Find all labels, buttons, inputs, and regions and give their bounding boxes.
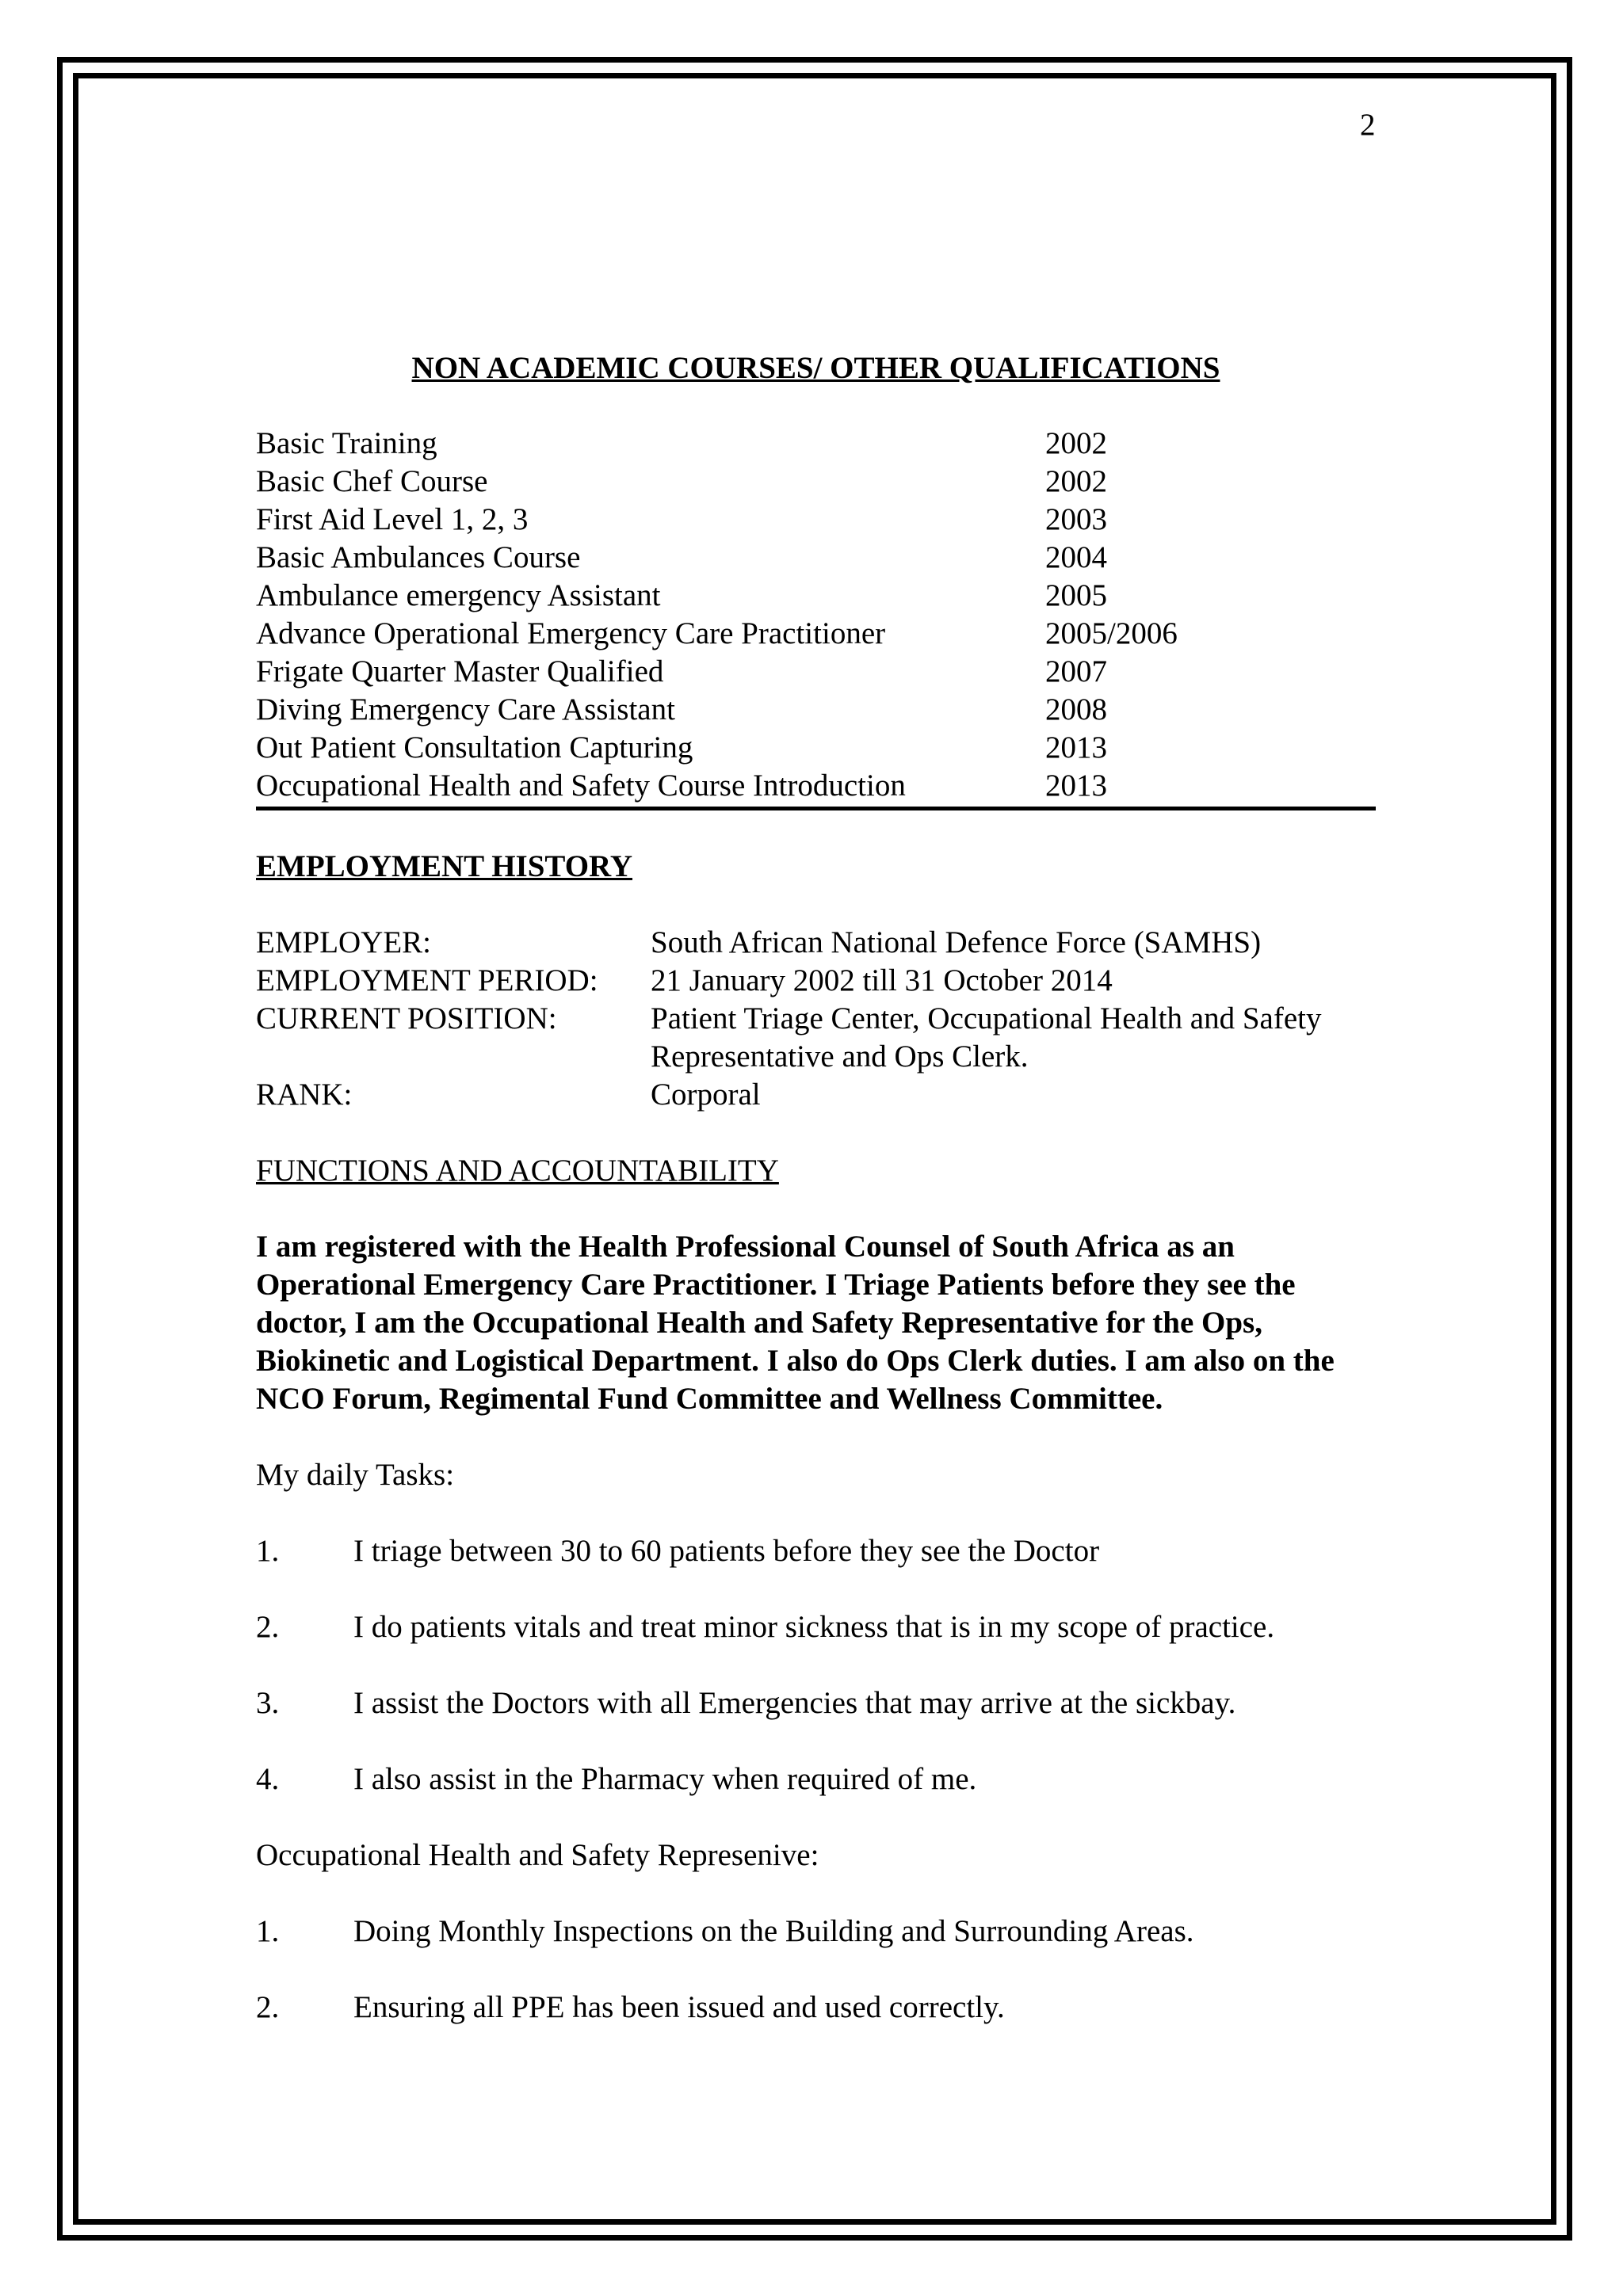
course-year: 2002	[1045, 464, 1107, 498]
course-name: Basic Ambulances Course	[256, 540, 581, 574]
list-item	[256, 1684, 1376, 1722]
list-text: I also assist in the Pharmacy when required of me.	[353, 1762, 977, 1796]
course-row	[256, 539, 1376, 577]
course-year: 2005	[1045, 578, 1107, 612]
course-name: Occupational Health and Safety Course Introduction	[256, 769, 906, 803]
course-row	[256, 653, 1376, 691]
employment-value: 21 January 2002 till 31 October 2014	[651, 963, 1113, 997]
course-row	[256, 425, 1376, 463]
course-row	[256, 691, 1376, 729]
summary-paragraph: I am registered with the Health Professional Counsel of South Africa as an Operational Emergency Care Practitioner. I Triage Patients before they see the doctor, I am the Occupational Health and Safety Representative for the Ops, Biokinetic and Logistical Department. I also do Ops Clerk duties. I am also on the NCO Forum, Regimental Fund Committee and Wellness Committee.	[256, 1230, 1335, 1416]
employment-row	[256, 962, 1376, 1000]
employment-value: Corporal	[651, 1077, 761, 1112]
course-year: 2005/2006	[1045, 616, 1178, 650]
list-text: Doing Monthly Inspections on the Building and Surrounding Areas.	[353, 1914, 1194, 1948]
course-name: Frigate Quarter Master Qualified	[256, 654, 664, 688]
list-number: 2.	[256, 1610, 280, 1644]
list-number: 2.	[256, 1990, 280, 2024]
employment-key: RANK:	[256, 1077, 353, 1112]
courses-title: NON ACADEMIC COURSES/ OTHER QUALIFICATIONS	[411, 351, 1220, 385]
list-number: 1.	[256, 1534, 280, 1568]
course-name: Advance Operational Emergency Care Practitioner	[256, 616, 886, 650]
course-name: Basic Training	[256, 426, 437, 460]
list-text: Ensuring all PPE has been issued and used correctly.	[353, 1990, 1005, 2024]
daily-tasks-heading: My daily Tasks:	[256, 1458, 455, 1492]
course-name: Out Patient Consultation Capturing	[256, 730, 693, 765]
course-year: 2013	[1045, 730, 1107, 765]
ohs-heading: Occupational Health and Safety Represenive:	[256, 1838, 819, 1872]
course-name: Basic Chef Course	[256, 464, 488, 498]
course-name: Diving Emergency Care Assistant	[256, 692, 675, 727]
list-item	[256, 1913, 1376, 1951]
employment-row	[256, 1076, 1376, 1114]
courses-table	[256, 425, 1376, 810]
course-year: 2013	[1045, 769, 1107, 803]
list-item	[256, 1608, 1376, 1646]
course-year: 2003	[1045, 502, 1107, 536]
course-year: 2008	[1045, 692, 1107, 727]
employment-table	[256, 924, 1376, 1114]
employment-value: Patient Triage Center, Occupational Health and Safety Representative and Ops Clerk.	[651, 1001, 1322, 1074]
employment-heading: EMPLOYMENT HISTORY	[256, 849, 633, 883]
course-row	[256, 615, 1376, 653]
list-item	[256, 1760, 1376, 1798]
course-row	[256, 501, 1376, 539]
course-row	[256, 767, 1376, 805]
course-row	[256, 577, 1376, 615]
employment-key: EMPLOYMENT PERIOD:	[256, 963, 598, 997]
list-number: 3.	[256, 1686, 280, 1720]
course-row	[256, 463, 1376, 501]
list-number: 4.	[256, 1762, 280, 1796]
employment-row	[256, 1000, 1376, 1076]
list-text: I assist the Doctors with all Emergencies that may arrive at the sickbay.	[353, 1686, 1236, 1720]
list-number: 1.	[256, 1914, 280, 1948]
course-year: 2004	[1045, 540, 1107, 574]
list-item	[256, 1989, 1376, 2027]
list-text: I do patients vitals and treat minor sickness that is in my scope of practice.	[353, 1610, 1275, 1644]
page-number: 2	[1360, 108, 1376, 142]
document-body	[256, 349, 1376, 2027]
functions-heading: FUNCTIONS AND ACCOUNTABILITY	[256, 1154, 779, 1188]
list-item	[256, 1532, 1376, 1570]
course-name: First Aid Level 1, 2, 3	[256, 502, 529, 536]
course-year: 2002	[1045, 426, 1107, 460]
employment-key: CURRENT POSITION:	[256, 1001, 557, 1035]
employment-value: South African National Defence Force (SAMHS)	[651, 925, 1262, 959]
course-year: 2007	[1045, 654, 1107, 688]
list-text: I triage between 30 to 60 patients before they see the Doctor	[353, 1534, 1100, 1568]
course-name: Ambulance emergency Assistant	[256, 578, 661, 612]
employment-key: EMPLOYER:	[256, 925, 432, 959]
course-row	[256, 729, 1376, 767]
employment-row	[256, 924, 1376, 962]
